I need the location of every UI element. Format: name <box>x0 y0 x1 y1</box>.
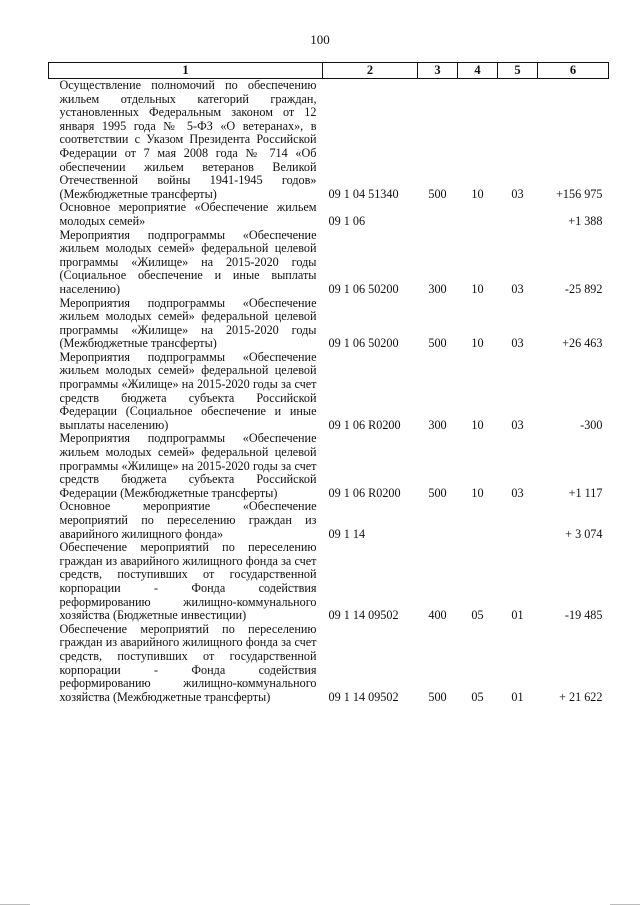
row-col5: 03 <box>511 336 524 351</box>
row-code: 09 1 04 51340 <box>328 186 399 201</box>
row-col5: 03 <box>511 281 524 296</box>
table-row <box>49 623 609 705</box>
row-col5: 01 <box>511 608 524 623</box>
row-col3: 500 <box>428 186 447 201</box>
row-code: 09 1 06 <box>328 213 366 228</box>
table-header-row <box>49 63 609 79</box>
row-description: Обеспечение мероприятий по переселению граждан из аварийного жилищного фонда за счет средств, поступивших от государственной корпорации - Фонда содействия реформированию жилищно-коммунального хозяйства (Бюджетные инвестиции) <box>59 540 317 623</box>
row-col4: 05 <box>471 608 484 623</box>
row-amount: + 21 622 <box>559 689 603 704</box>
row-col3: 500 <box>428 485 447 500</box>
row-col5: 03 <box>511 485 524 500</box>
table-row <box>49 297 609 351</box>
row-col4: 10 <box>471 281 484 296</box>
row-code: 09 1 06 R0200 <box>328 485 401 500</box>
row-description: Основное мероприятие «Обеспечение жильем молодых семей» <box>59 200 317 228</box>
row-code: 09 1 06 50200 <box>328 281 399 296</box>
table-row <box>49 79 609 202</box>
row-code: 09 1 14 09502 <box>328 689 399 704</box>
row-description: Мероприятия подпрограммы «Обеспечение жильем молодых семей» федеральной целевой программы «Жилище» на 2015-2020 годы (Социальное обеспечение и иные выплаты населению) <box>59 227 317 296</box>
row-code: 09 1 14 <box>328 526 366 541</box>
row-amount: +1 117 <box>568 485 603 500</box>
budget-table <box>48 62 609 704</box>
table-row <box>49 541 609 623</box>
row-col4 <box>458 201 498 228</box>
row-col3: 500 <box>428 689 447 704</box>
row-col3: 300 <box>428 281 447 296</box>
row-col5: 01 <box>511 689 524 704</box>
row-amount: +26 463 <box>562 336 603 351</box>
row-col3: 500 <box>428 336 447 351</box>
row-col3 <box>418 201 458 228</box>
table-row <box>49 432 609 500</box>
row-description: Обеспечение мероприятий по переселению граждан из аварийного жилищного фонда за счет средств, поступивших от государственной корпорации - Фонда содействия реформированию жилищно-коммунального хозяйства (Межбюджетные трансферты) <box>59 621 317 704</box>
row-code: 09 1 06 50200 <box>328 336 399 351</box>
row-description: Мероприятия подпрограммы «Обеспечение жильем молодых семей» федеральной целевой программы «Жилище» на 2015-2020 годы (Межбюджетные трансферты) <box>59 295 317 351</box>
row-description: Осуществление полномочий по обеспечению жильем отдельных категорий граждан, установленных Федеральным законом от 12 января 1995 года № 5-ФЗ «О ветеранах», в соответствии с Указом Президента Российской Федерации от 7 мая 2008 года № 714 «Об обеспечении жильем ветеранов Великой Отечественной войны 1941-1945 годов» (Межбюджетные трансферты) <box>59 78 317 201</box>
table-row <box>49 229 609 297</box>
row-col3 <box>418 500 458 541</box>
row-col3: 400 <box>428 608 447 623</box>
column-header-4: 4 <box>458 63 498 79</box>
row-description: Мероприятия подпрограммы «Обеспечение жильем молодых семей» федеральной целевой программы «Жилище» на 2015-2020 годы за счет средств бюджета субъекта Российской Федерации (Межбюджетные трансферты) <box>59 431 317 500</box>
column-header-3: 3 <box>418 63 458 79</box>
column-header-5: 5 <box>498 63 538 79</box>
row-amount: -19 485 <box>564 608 603 623</box>
row-amount: +156 975 <box>556 186 603 201</box>
row-col4: 10 <box>471 417 484 432</box>
row-col4: 10 <box>471 336 484 351</box>
table-row <box>49 351 609 433</box>
row-col4: 10 <box>471 186 484 201</box>
row-col4: 05 <box>471 689 484 704</box>
row-code: 09 1 14 09502 <box>328 608 399 623</box>
row-amount: +1 388 <box>568 213 603 228</box>
row-col4: 10 <box>471 485 484 500</box>
row-amount: -300 <box>580 417 603 432</box>
row-col4 <box>458 500 498 541</box>
row-amount: -25 892 <box>564 281 603 296</box>
column-header-1: 1 <box>49 63 323 79</box>
row-description: Мероприятия подпрограммы «Обеспечение жильем молодых семей» федеральной целевой программы «Жилище» на 2015-2020 годы за счет средств бюджета субъекта Российской Федерации (Социальное обеспечение и иные выплаты населению) <box>59 349 317 432</box>
row-col5 <box>498 201 538 228</box>
table-row <box>49 201 609 228</box>
row-code: 09 1 06 R0200 <box>328 417 401 432</box>
row-col5: 03 <box>511 417 524 432</box>
row-col5: 03 <box>511 186 524 201</box>
column-header-6: 6 <box>538 63 609 79</box>
column-header-2: 2 <box>323 63 418 79</box>
row-col3: 300 <box>428 417 447 432</box>
row-amount: + 3 074 <box>565 526 603 541</box>
page-number: 100 <box>310 32 330 47</box>
row-description: Основное мероприятие «Обеспечение мероприятий по переселению граждан из аварийного жилищного фонда» <box>59 499 317 541</box>
table-row <box>49 500 609 541</box>
row-col5 <box>498 500 538 541</box>
